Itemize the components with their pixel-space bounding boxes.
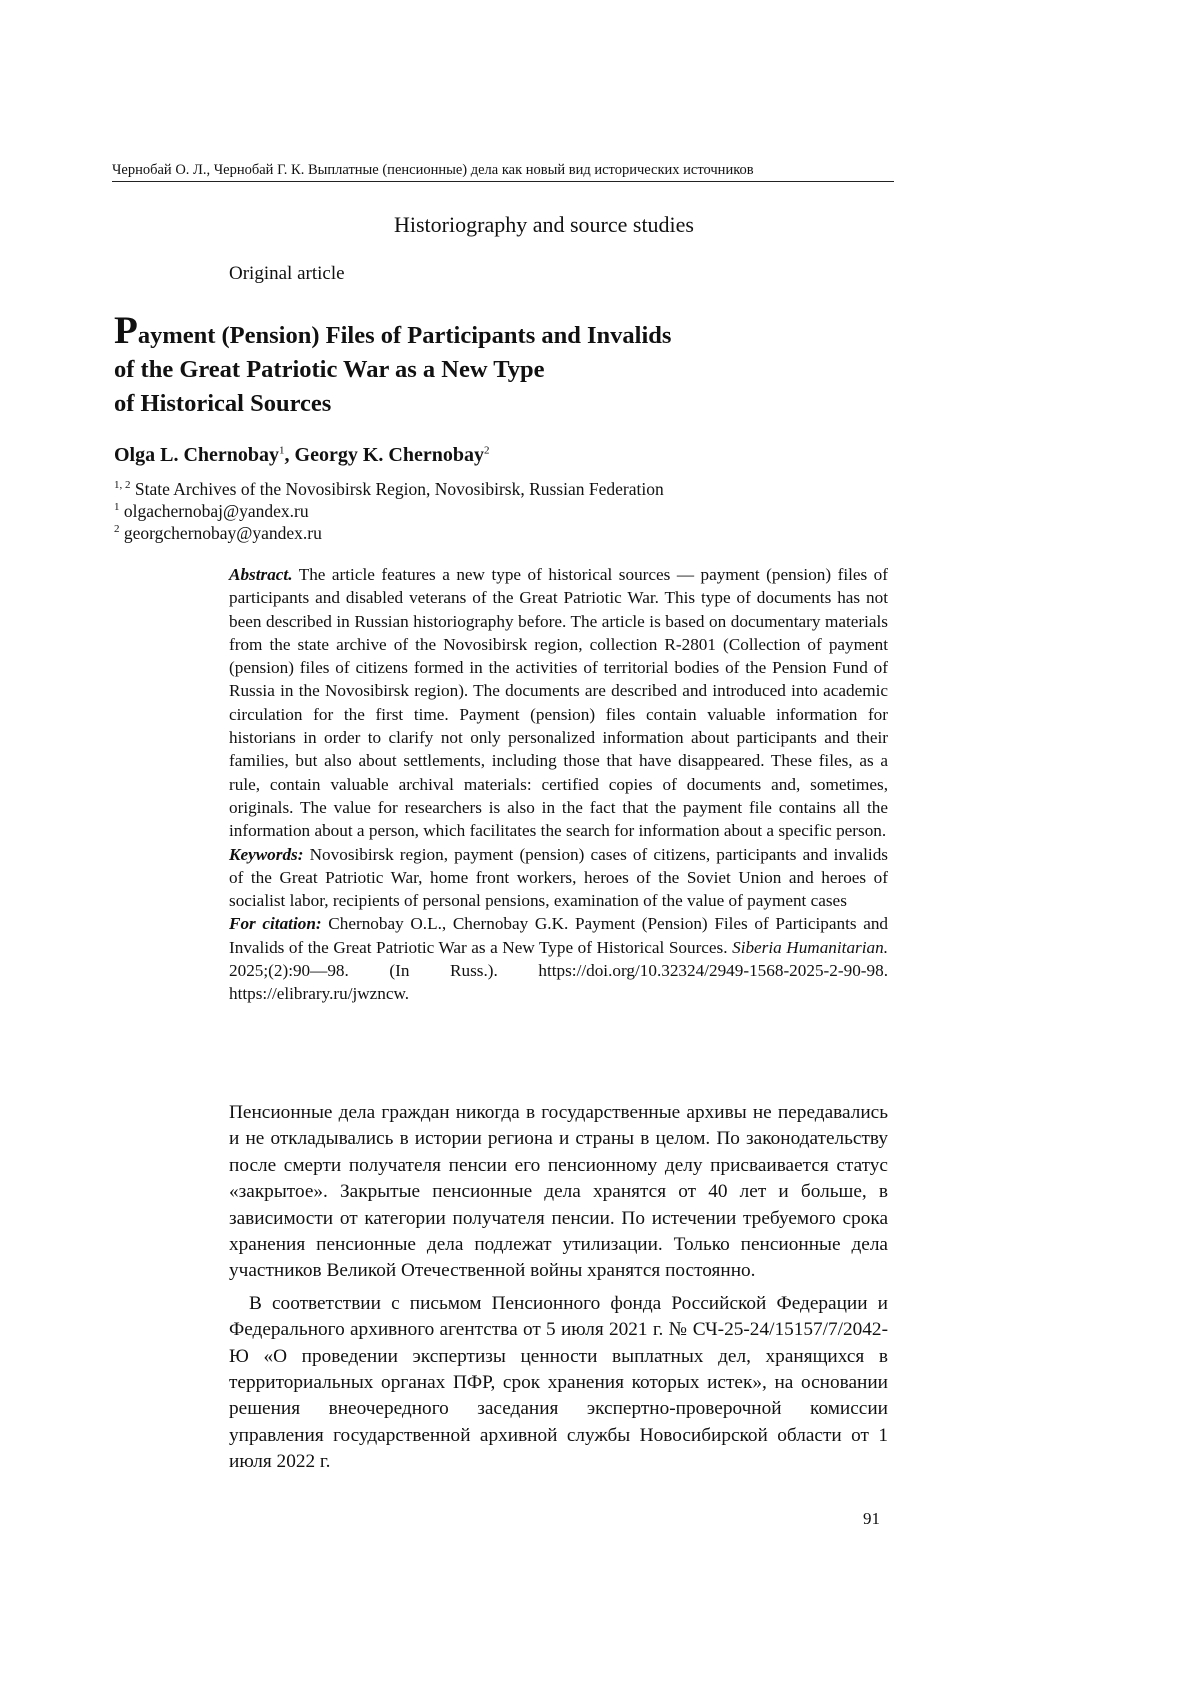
keywords-label: Keywords: [229, 845, 303, 864]
citation-text: Chernobay O.L., Chernobay G.K. Payment (Pension) Files of Participants and Invalids of the Great Patriotic War as a New Type of Historical Sources. [229, 914, 888, 956]
author-1: Olga L. Chernobay [114, 444, 279, 466]
title-drop-cap: P [114, 309, 138, 352]
running-head: Чернобай О. Л., Чернобай Г. К. Выплатные (пенсионные) дела как новый вид исторических источников [112, 162, 894, 182]
title-line-1-text: ayment (Pension) Files of Participants and Invalids [138, 322, 672, 349]
abstract-text: The article features a new type of historical sources — payment (pension) files of participants and disabled veterans of the Great Patriotic War. This type of documents has not been described in Russian historiography before. The article is based on documentary materials from the state archive of the Novosibirsk region, collection R-2801 (Collection of payment (pension) files of citizens formed in the activities of territorial bodies of the Pension Fund of Russia in the Novosibirsk region). The documents are described and introduced into academic circulation for the first time. Payment (pension) files contain valuable information for historians in order to clarify not only personalized information about participants and their families, but also about settlements, including those that have disappeared. These files, as a rule, contain valuable archival materials: certified copies of documents and, sometimes, originals. The value for researchers is also in the fact that the payment file contains all the information about a person, which facilitates the search for information about a specific person. [229, 565, 888, 840]
abstract-label: Abstract. [229, 565, 293, 584]
citation-label: For citation: [229, 914, 322, 933]
authors [114, 444, 489, 467]
title-line-2: of the Great Patriotic War as a New Type [114, 353, 874, 387]
author-2-sup: 2 [484, 444, 490, 456]
title-line-3: of Historical Sources [114, 387, 874, 421]
email-1-sup: 1 [114, 501, 120, 513]
article-type: Original article [229, 263, 345, 285]
email-1-text: olgachernobaj@yandex.ru [124, 501, 309, 521]
keywords [229, 843, 888, 913]
affiliation-sup: 1, 2 [114, 479, 131, 491]
email-1 [114, 501, 309, 522]
abstract [229, 563, 888, 843]
author-separator: , [285, 444, 295, 466]
body-paragraph-1: Пенсионные дела граждан никогда в государственные архивы не передавались и не откладывались в истории региона и страны в целом. По законодательству после смерти получателя пенсии его пенсионному делу присваивается статус «закрытое». Закрытые пенсионные дела хранятся от 40 лет и больше, в зависимости от категории получателя пенсии. По истечении требуемого срока хранения пенсионные дела подлежат утилизации. Только пенсионные дела участников Великой Отечественной войны хранятся постоянно. [229, 1100, 888, 1285]
section-heading: Historiography and source studies [394, 212, 694, 238]
author-1-sup: 1 [279, 444, 285, 456]
email-2-text: georgchernobay@yandex.ru [124, 523, 322, 543]
title-line-1 [114, 316, 874, 353]
email-2-sup: 2 [114, 523, 120, 535]
affiliation-text: State Archives of the Novosibirsk Region, Novosibirsk, Russian Federation [135, 479, 664, 499]
citation-details: 2025;(2):90—98. (In Russ.). https://doi.org/10.32324/2949-1568-2025-2-90-98. https://elibrary.ru/jwzncw. [229, 961, 888, 1003]
body-text [229, 1100, 888, 1482]
abstract-block [229, 563, 888, 1006]
keywords-text: Novosibirsk region, payment (pension) cases of citizens, participants and invalids of the Great Patriotic War, home front workers, heroes of the Soviet Union and heroes of socialist labor, recipients of personal pensions, examination of the value of payment cases [229, 845, 888, 911]
author-2: Georgy K. Chernobay [295, 444, 484, 466]
page-number: 91 [863, 1509, 880, 1529]
citation [229, 912, 888, 1005]
affiliation [114, 479, 664, 500]
citation-journal: Siberia Humanitarian. [732, 938, 888, 957]
body-paragraph-2: В соответствии с письмом Пенсионного фонда Российской Федерации и Федерального архивного агентства от 5 июля 2021 г. № СЧ-25-24/15157/7/2042-Ю «О проведении экспертизы ценности выплатных дел, хранящихся в территориальных органах ПФР, срок хранения которых истек», на основании решения внеочередного заседания экспертно-проверочной комиссии управления государственной архивной службы Новосибирской области от 1 июля 2022 г. [229, 1291, 888, 1476]
article-title [114, 316, 874, 421]
email-2 [114, 523, 322, 544]
